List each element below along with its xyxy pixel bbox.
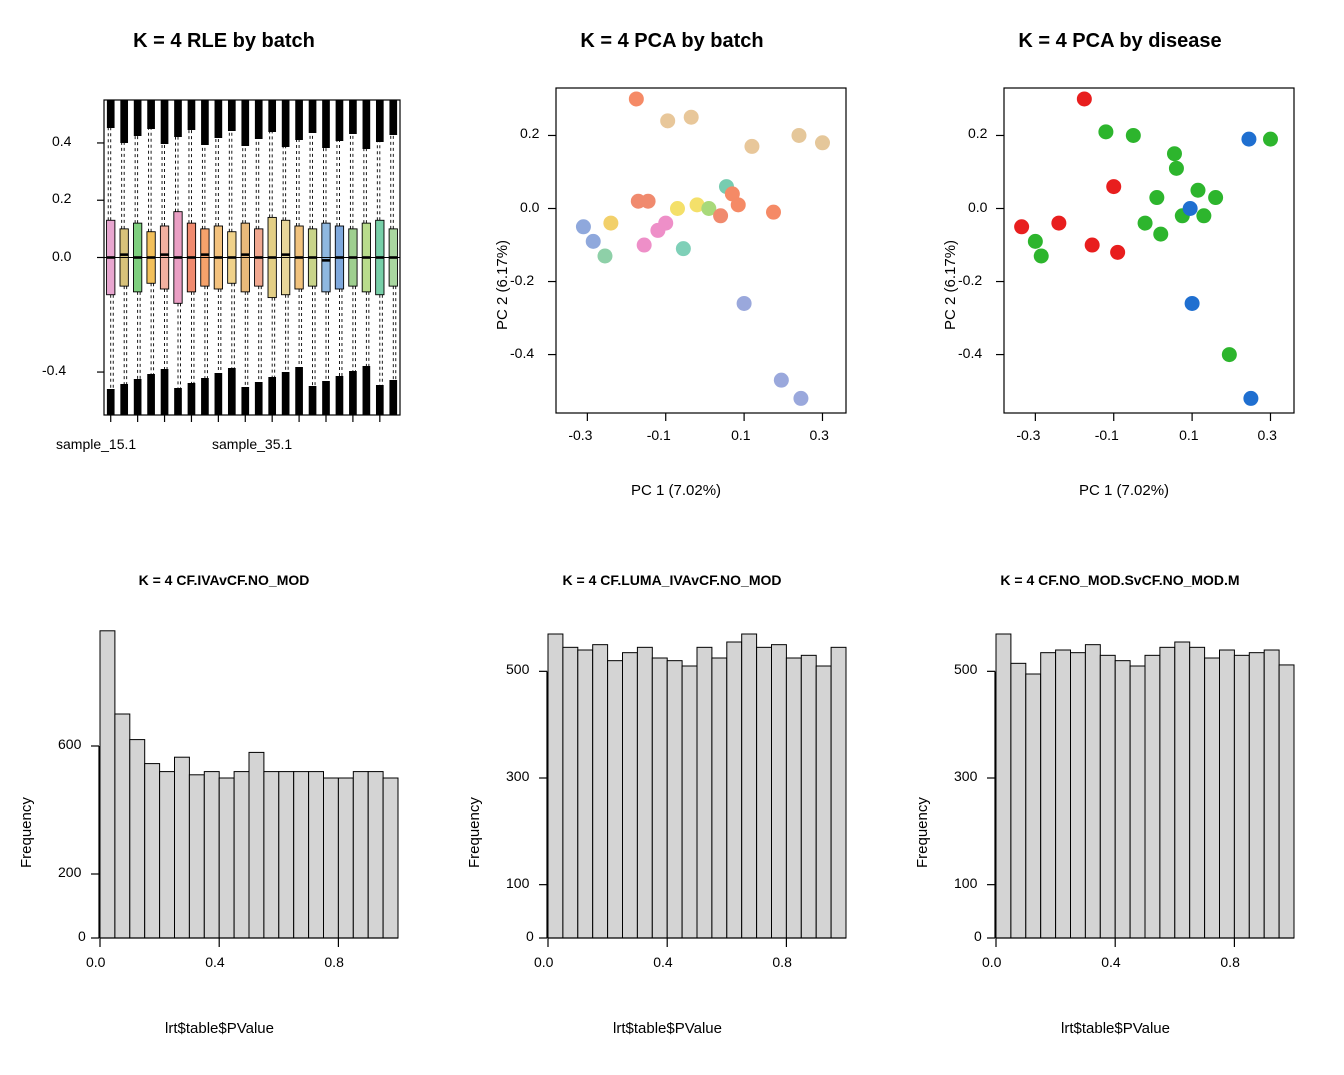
hist3-xaxis-label: lrt$table$PValue [1061,1020,1170,1037]
hist1-y-tick-1: 200 [58,864,82,880]
histogram-bar [219,778,234,938]
data-point [1138,216,1153,231]
data-point [1028,234,1043,249]
hist3-x-tick-2: 0.8 [1220,954,1240,970]
pca-disease-y-tick-1: 0.0 [968,198,988,215]
data-point [1196,208,1211,223]
panel-pca-disease [896,0,1344,538]
histogram-bar [383,778,398,938]
rle-y-tick-0: 0.4 [52,132,72,149]
histogram-bar [1056,650,1071,938]
data-point [791,128,806,143]
data-point [641,194,656,209]
histogram-bar [1234,655,1249,938]
pca-batch-x-tick-0: -0.3 [568,427,593,443]
pca-batch-plot [448,0,896,538]
histogram-bar [801,655,816,938]
hist3-title: K = 4 CF.NO_MOD.SvCF.NO_MOD.M [1000,572,1240,588]
histogram-bar [742,634,757,938]
hist2-x-tick-2: 0.8 [772,954,792,970]
histogram-bar [100,631,115,938]
histogram-bar [786,658,801,938]
hist3-plot [896,538,1344,1075]
histogram-bar [234,772,249,938]
hist1-x-tick-1: 0.4 [205,954,225,970]
panel-pca-batch [448,0,896,538]
data-point [815,135,830,150]
histogram-bar [130,740,145,938]
data-point [1034,248,1049,263]
hist3-x-tick-1: 0.4 [1101,954,1121,970]
histogram-bar [1011,663,1026,938]
histogram-bar [1115,661,1130,938]
data-point [713,208,728,223]
pca-disease-yaxis-label: PC 2 (6.17%) [942,239,959,330]
pca-disease-title: K = 4 PCA by disease [1018,30,1222,52]
hist2-yaxis-label: Frequency [466,797,483,868]
histogram-bar [160,772,175,938]
histogram-bar [563,647,578,938]
histogram-bar [115,714,130,938]
pca-disease-x-tick-2: 0.1 [1179,427,1199,443]
data-point [576,219,591,234]
histogram-bar [1279,665,1294,938]
hist1-yaxis-label: Frequency [18,797,35,868]
histogram-bar [324,778,339,938]
hist1-x-tick-0: 0.0 [86,954,106,970]
histogram-bar [309,772,324,938]
histogram-bar [578,650,593,938]
histogram-bar [1190,647,1205,938]
histogram-bar [1100,655,1115,938]
histogram-bar [1130,666,1145,938]
data-point [1126,128,1141,143]
hist2-title: K = 4 CF.LUMA_IVAvCF.NO_MOD [562,572,782,588]
histogram-bar [1264,650,1279,938]
data-point [676,241,691,256]
data-point [586,234,601,249]
rle-xlabel-2: sample_35.1 [212,436,293,452]
histogram-bar [264,772,279,938]
data-point [603,216,618,231]
data-point [629,91,644,106]
data-point [1190,183,1205,198]
histogram-bar [368,772,383,938]
histogram-bar [831,647,846,938]
histogram-bar [1175,642,1190,938]
pca-batch-x-tick-3: 0.3 [809,427,829,443]
histogram-bar [772,645,787,938]
histogram-bar [204,772,219,938]
pca-disease-x-tick-1: -0.1 [1094,427,1119,443]
histogram-bar [757,647,772,938]
pca-batch-xaxis-label: PC 1 (7.02%) [631,482,722,499]
histogram-bar [682,666,697,938]
histogram-bar [1085,645,1100,938]
panel-hist-2 [448,538,896,1075]
data-point [774,373,789,388]
data-point [1241,132,1256,147]
data-point [1185,296,1200,311]
data-point [1149,190,1164,205]
histogram-bar [816,666,831,938]
rle-y-tick-2: 0.0 [52,247,72,264]
pca-disease-y-tick-2: -0.2 [958,271,983,288]
rle-xlabel-1: sample_15.1 [56,436,137,452]
histogram-bar [189,775,204,938]
rle-title: K = 4 RLE by batch [133,30,315,52]
hist1-y-tick-0: 0 [78,928,86,944]
histogram-bar [1071,653,1086,938]
pca-batch-x-tick-2: 0.1 [731,427,751,443]
panel-hist-3 [896,538,1344,1075]
pca-batch-yaxis-label: PC 2 (6.17%) [494,239,511,330]
histogram-bar [1205,658,1220,938]
hist2-y-tick-3: 500 [506,661,530,678]
histogram-bar [623,653,638,938]
hist2-x-tick-0: 0.0 [534,954,554,970]
hist3-y-tick-1: 100 [954,874,978,891]
histogram-bar [548,634,563,938]
histogram-bar [667,661,682,938]
data-point [1153,227,1168,242]
data-point [670,201,685,216]
pca-batch-y-tick-2: -0.2 [510,271,535,288]
pca-batch-y-tick-0: 0.2 [520,125,540,142]
data-point [1263,132,1278,147]
data-point [737,296,752,311]
histogram-bar [294,772,309,938]
histogram-bar [1220,650,1235,938]
pca-disease-xaxis-label: PC 1 (7.02%) [1079,482,1170,499]
hist2-plot [448,538,896,1075]
data-point [731,197,746,212]
histogram-bar [249,752,264,938]
pca-batch-y-tick-1: 0.0 [520,198,540,215]
data-point [1243,391,1258,406]
data-point [793,391,808,406]
hist2-y-tick-0: 0 [526,928,534,944]
hist3-y-tick-3: 500 [954,661,978,678]
histogram-bar [279,772,294,938]
hist1-xaxis-label: lrt$table$PValue [165,1020,274,1037]
histogram-bar [712,658,727,938]
hist1-y-tick-2: 600 [58,736,82,752]
rle-y-tick-1: 0.2 [52,190,72,207]
hist1-x-tick-2: 0.8 [324,954,344,970]
data-point [1014,219,1029,234]
histogram-bar [697,647,712,938]
data-point [1077,91,1092,106]
pca-disease-y-tick-3: -0.4 [958,344,983,361]
data-point [766,205,781,220]
pca-disease-x-tick-3: 0.3 [1257,427,1277,443]
histogram-bar [1145,655,1160,938]
hist3-y-tick-2: 300 [954,768,978,784]
histogram-bar [637,647,652,938]
data-point [1169,161,1184,176]
data-point [684,110,699,125]
histogram-bar [727,642,742,938]
pca-batch-y-tick-3: -0.4 [510,344,535,361]
data-point [1098,124,1113,139]
data-point [1208,190,1223,205]
histogram-bar [338,778,353,938]
hist1-title: K = 4 CF.IVAvCF.NO_MOD [138,572,310,588]
histogram-bar [1249,653,1264,938]
hist1-plot [0,538,448,1075]
histogram-bar [996,634,1011,938]
rle-y-tick-3: -0.4 [42,362,67,379]
pca-disease-plot [896,0,1344,538]
hist3-y-tick-0: 0 [974,928,982,944]
data-point [658,216,673,231]
histogram-bar [1026,674,1041,938]
pca-disease-y-tick-0: 0.2 [968,125,988,142]
hist3-yaxis-label: Frequency [914,797,931,868]
data-point [1183,201,1198,216]
data-point [1167,146,1182,161]
histogram-bar [1160,647,1175,938]
histogram-bar [652,658,667,938]
histogram-bar [1041,653,1056,938]
data-point [597,248,612,263]
histogram-bar [145,764,160,938]
data-point [1051,216,1066,231]
hist3-x-tick-0: 0.0 [982,954,1002,970]
pca-batch-x-tick-1: -0.1 [646,427,671,443]
panel-rle [0,0,448,538]
data-point [637,238,652,253]
hist2-x-tick-1: 0.4 [653,954,673,970]
panel-hist-1 [0,538,448,1075]
histogram-bar [593,645,608,938]
data-point [660,113,675,128]
hist2-y-tick-2: 300 [506,768,530,784]
data-point [1085,238,1100,253]
data-point [1106,179,1121,194]
hist2-xaxis-label: lrt$table$PValue [613,1020,722,1037]
histogram-bar [353,772,368,938]
rle-plot [0,0,448,538]
data-point [1222,347,1237,362]
pca-disease-x-tick-0: -0.3 [1016,427,1041,443]
histogram-bar [608,661,623,938]
histogram-bar [175,757,190,938]
pca-batch-title: K = 4 PCA by batch [580,30,764,52]
data-point [1110,245,1125,260]
data-point [744,139,759,154]
hist2-y-tick-1: 100 [506,874,530,891]
